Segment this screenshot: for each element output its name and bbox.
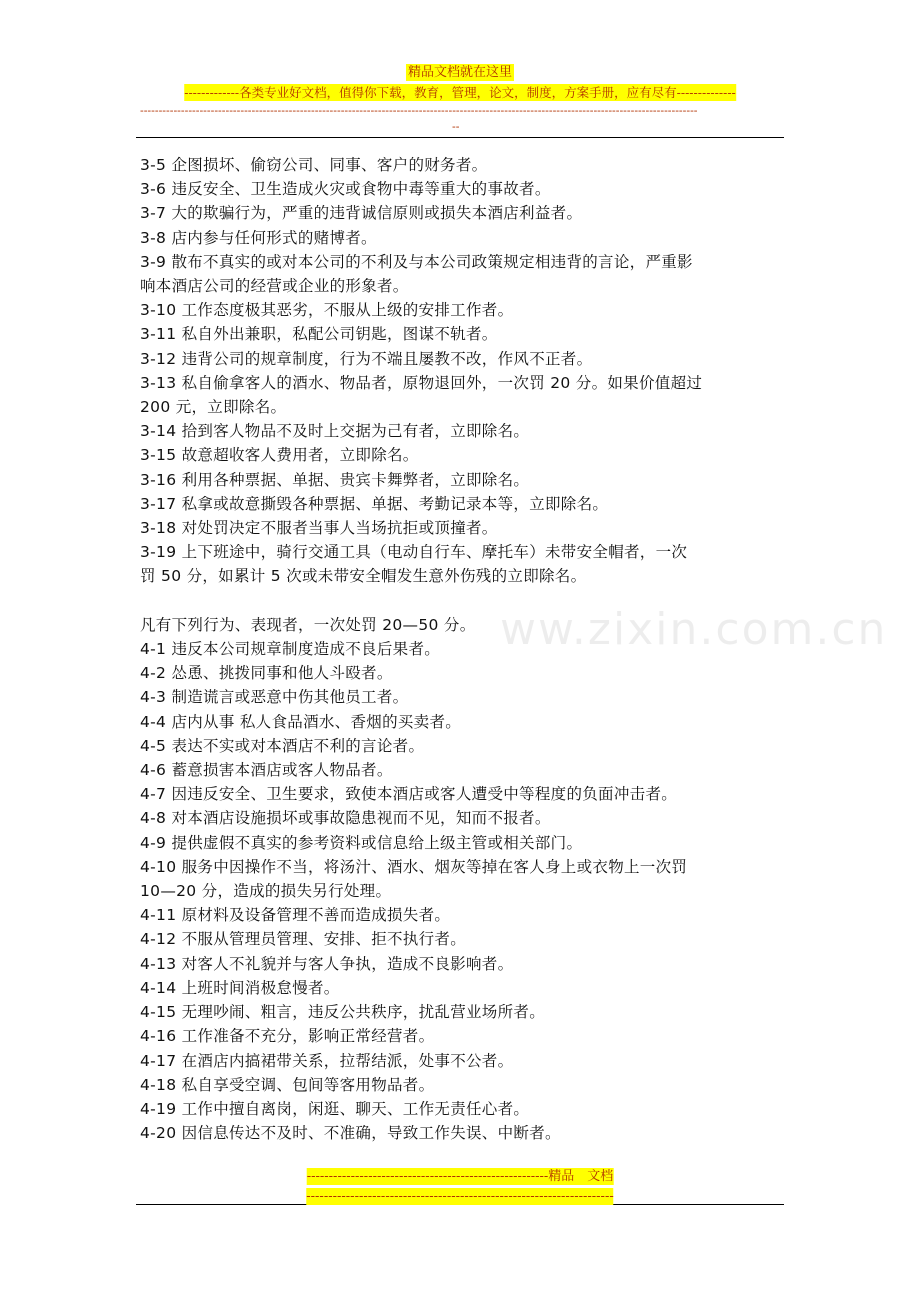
text-line: 4-10 服务中因操作不当，将汤汁、酒水、烟灰等掉在客人身上或衣物上一次罚 xyxy=(140,857,688,876)
footer-line-2: ---------------------------------------------------------------------- xyxy=(306,1189,614,1204)
text-line: 3-5 企图损坏、偷窃公司、同事、客户的财务者。 xyxy=(140,156,488,174)
header-rule xyxy=(136,137,784,138)
text-line: 4-18 私自享受空调、包间等客用物品者。 xyxy=(140,1075,435,1094)
text-line: 3-19 上下班途中，骑行交通工具（电动自行车、摩托车）未带安全帽者，一次 xyxy=(140,543,688,562)
text-line: 200 元，立即除名。 xyxy=(140,398,287,417)
text-line: 4-7 因违反安全、卫生要求，致使本酒店或客人遭受中等程度的负面冲击者。 xyxy=(140,785,678,804)
watermark-text: ww.zixin.com.cn xyxy=(500,604,888,655)
footer-line-1: -------------------------------------------------------精品 文档 xyxy=(306,1169,614,1184)
header-title: 精品文档就在这里 xyxy=(407,65,513,80)
text-line: 3-18 对处罚决定不服者当事人当场抗拒或顶撞者。 xyxy=(140,519,498,538)
text-line: 罚 50 分，如累计 5 次或未带安全帽发生意外伤残的立即除名。 xyxy=(140,567,587,586)
text-line: 4-1 违反本公司规章制度造成不良后果者。 xyxy=(140,640,441,659)
header-dash-tail: -- xyxy=(452,120,460,133)
text-line: 4-5 表达不实或对本酒店不利的言论者。 xyxy=(140,736,425,755)
text-line: 3-15 故意超收客人费用者，立即除名。 xyxy=(140,446,419,465)
text-line: 4-2 怂恿、挑拨同事和他人斗殴者。 xyxy=(140,664,393,683)
text-line: 4-11 原材料及设备管理不善而造成损失者。 xyxy=(140,906,451,925)
text-line: 凡有下列行为、表现者，一次处罚 20—50 分。 xyxy=(140,615,476,634)
text-line: 4-14 上班时间消极怠慢者。 xyxy=(140,978,340,997)
text-line: 10—20 分，造成的损失另行处理。 xyxy=(140,882,392,901)
text-line: 4-20 因信息传达不及时、不准确，导致工作失误、中断者。 xyxy=(140,1124,561,1143)
text-line: 3-11 私自外出兼职，私配公司钥匙，图谋不轨者。 xyxy=(140,325,498,344)
text-line: 3-16 利用各种票据、单据、贵宾卡舞弊者，立即除名。 xyxy=(140,470,530,489)
text-line: 4-8 对本酒店设施损坏或事故隐患视而不见，知而不报者。 xyxy=(140,809,551,828)
document-body xyxy=(140,153,788,1145)
text-line: 4-4 店内从事 私人食品酒水、香烟的买卖者。 xyxy=(140,712,462,731)
text-line: 3-9 散布不真实的或对本公司的不利及与本公司政策规定相违背的言论，严重影 xyxy=(140,252,693,271)
blank-line xyxy=(140,589,788,613)
text-line: 3-12 违背公司的规章制度，行为不端且屡教不改，作风不正者。 xyxy=(140,349,593,368)
text-line: 4-3 制造谎言或恶意中伤其他员工者。 xyxy=(140,688,409,707)
text-line: 3-17 私拿或故意撕毁各种票据、单据、考勤记录本等，立即除名。 xyxy=(140,494,609,513)
text-line: 3-10 工作态度极其恶劣，不服从上级的安排工作者。 xyxy=(140,301,514,320)
text-line: 3-7 大的欺骗行为，严重的违背诚信原则或损失本酒店利益者。 xyxy=(140,204,583,223)
header-tagline: -------------各类专业好文档，值得你下载，教育，管理，论文，制度，方案手册，应有尽有-------------- xyxy=(184,85,736,100)
text-line: 3-6 违反安全、卫生造成火灾或食物中毒等重大的事故者。 xyxy=(140,180,551,199)
text-line: 4-6 蓄意损害本酒店或客人物品者。 xyxy=(140,761,393,780)
text-line: 3-8 店内参与任何形式的赌博者。 xyxy=(140,228,377,247)
text-line: 4-19 工作中擅自离岗，闲逛、聊天、工作无责任心者。 xyxy=(140,1099,530,1118)
text-line: 4-9 提供虚假不真实的参考资料或信息给上级主管或相关部门。 xyxy=(140,833,583,852)
text-line: 4-16 工作准备不充分，影响正常经营者。 xyxy=(140,1027,435,1046)
header-dash-row: ------------------------------------------------------------------------------------------------------------------------------------------------------ xyxy=(140,104,698,117)
text-line: 4-13 对客人不礼貌并与客人争执，造成不良影响者。 xyxy=(140,954,514,973)
text-line: 3-13 私自偷拿客人的酒水、物品者，原物退回外，一次罚 20 分。如果价值超过 xyxy=(140,373,703,392)
text-line: 响本酒店公司的经营或企业的形象者。 xyxy=(140,277,409,296)
text-line: 4-17 在酒店内搞裙带关系，拉帮结派，处事不公者。 xyxy=(140,1051,514,1070)
text-line: 3-14 拾到客人物品不及时上交据为己有者，立即除名。 xyxy=(140,422,530,441)
text-line: 4-15 无理吵闹、粗言，违反公共秩序，扰乱营业场所者。 xyxy=(140,1003,546,1022)
text-line: 4-12 不服从管理员管理、安排、拒不执行者。 xyxy=(140,930,467,949)
